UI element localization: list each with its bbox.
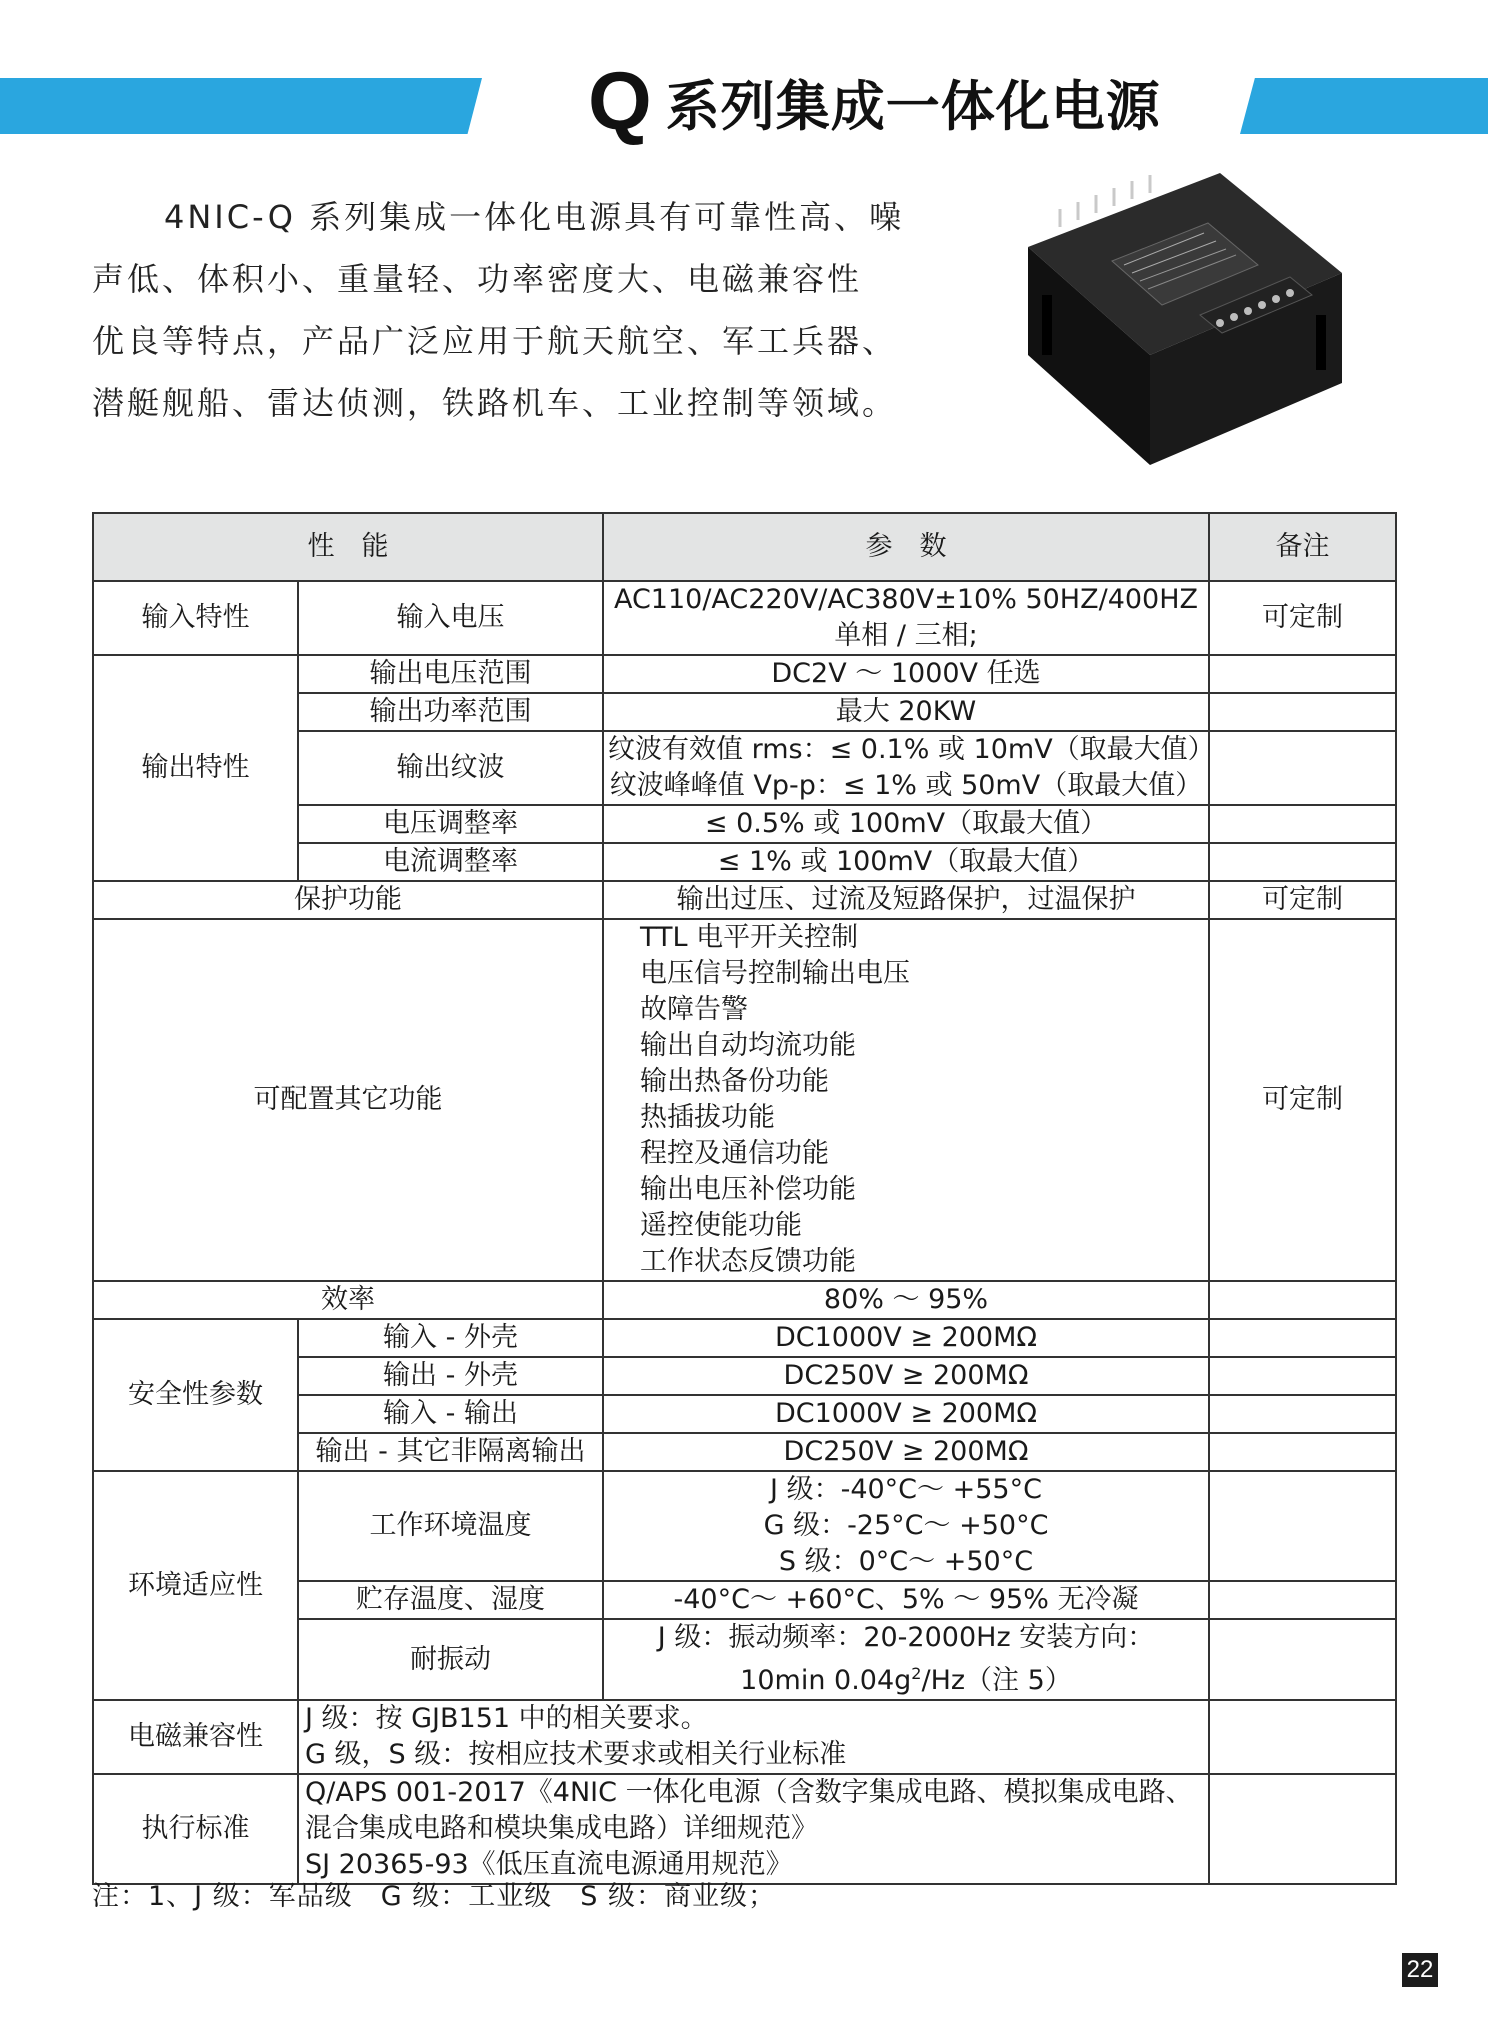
table-row — [93, 1319, 1396, 1357]
spec-table — [92, 512, 1397, 1885]
item-safety: 输入 - 输出 — [298, 1395, 603, 1433]
intro-line: 优良等特点，产品广泛应用于航天航空、军工兵器、 — [92, 322, 898, 360]
value-output-voltage-range: DC2V ～ 1000V 任选 — [603, 655, 1209, 693]
value-input-voltage: AC110/AC220V/AC380V±10% 50HZ/400HZ 单相 / 三相; — [603, 581, 1209, 655]
remark-empty — [1209, 843, 1396, 881]
title-text: 系列集成一体化电源 — [665, 74, 1161, 138]
value-voltage-regulation: ≤ 0.5% 或 100mV（取最大值） — [603, 805, 1209, 843]
header-performance: 性 能 — [93, 513, 603, 581]
item-safety: 输出 - 其它非隔离输出 — [298, 1433, 603, 1471]
remark-protection: 可定制 — [1209, 881, 1396, 919]
item-safety: 输入 - 外壳 — [298, 1319, 603, 1357]
value-safety: DC1000V ≥ 200MΩ — [603, 1319, 1209, 1357]
table-row — [93, 881, 1396, 919]
intro-line: 声低、体积小、重量轻、功率密度大、电磁兼容性 — [92, 260, 863, 298]
table-row — [93, 1471, 1396, 1581]
list-item: 输出自动均流功能 — [640, 1030, 856, 1061]
remark-empty — [1209, 731, 1396, 805]
value-protection: 输出过压、过流及短路保护，过温保护 — [603, 881, 1209, 919]
group-safety: 安全性参数 — [93, 1319, 298, 1471]
list-item: 工作状态反馈功能 — [640, 1246, 856, 1277]
value-safety: DC250V ≥ 200MΩ — [603, 1433, 1209, 1471]
product-module-image — [1020, 165, 1350, 475]
item-current-regulation: 电流调整率 — [298, 843, 603, 881]
remark-configurable: 可定制 — [1209, 919, 1396, 1281]
value-standard: Q/APS 001-2017《4NIC 一体化电源（含数字集成电路、模拟集成电路、 混合集成电路和模块集成电路）详细规范》 SJ 20365-93《低压直流电源通用规范》 — [298, 1774, 1209, 1884]
value-configurable-list — [603, 919, 1209, 1281]
intro-paragraph — [92, 186, 952, 434]
value-efficiency: 80% ～ 95% — [603, 1281, 1209, 1319]
table-row — [93, 919, 1396, 1281]
value-emc: J 级：按 GJB151 中的相关要求。 G 级，S 级：按相应技术要求或相关行业标准 — [298, 1700, 1209, 1774]
group-standard: 执行标准 — [93, 1774, 298, 1884]
item-output-voltage-range: 输出电压范围 — [298, 655, 603, 693]
group-environment: 环境适应性 — [93, 1471, 298, 1700]
table-header-row — [93, 513, 1396, 581]
value-safety: DC1000V ≥ 200MΩ — [603, 1395, 1209, 1433]
remark-empty — [1209, 1433, 1396, 1471]
header-remark: 备注 — [1209, 513, 1396, 581]
remark-empty — [1209, 1281, 1396, 1319]
remark-empty — [1209, 1774, 1396, 1884]
item-work-temp: 工作环境温度 — [298, 1471, 603, 1581]
list-item: 电压信号控制输出电压 — [640, 958, 910, 989]
remark-empty — [1209, 693, 1396, 731]
title-series-letter: Q — [588, 56, 652, 147]
remark-empty — [1209, 655, 1396, 693]
item-protection: 保护功能 — [93, 881, 603, 919]
remark-input: 可定制 — [1209, 581, 1396, 655]
item-configurable: 可配置其它功能 — [93, 919, 603, 1281]
item-input-voltage: 输入电压 — [298, 581, 603, 655]
list-item: 输出电压补偿功能 — [640, 1174, 856, 1205]
list-item: 故障告警 — [640, 994, 748, 1025]
value-output-power-range: 最大 20KW — [603, 693, 1209, 731]
header-accent-bar-left — [0, 78, 482, 134]
remark-empty — [1209, 1319, 1396, 1357]
value-current-regulation: ≤ 1% 或 100mV（取最大值） — [603, 843, 1209, 881]
list-item: 遥控使能功能 — [640, 1210, 802, 1241]
footnote: 注：1、J 级：军品级 G 级：工业级 S 级：商业级； — [92, 1881, 776, 1912]
page-title — [588, 56, 1161, 147]
value-safety: DC250V ≥ 200MΩ — [603, 1357, 1209, 1395]
intro-line: 潜艇舰船、雷达侦测，铁路机车、工业控制等领域。 — [92, 384, 898, 422]
value-work-temp: J 级：-40°C～ +55°C G 级：-25°C～ +50°C S 级：0°C～ +50°C — [603, 1471, 1209, 1581]
table-row — [93, 1774, 1396, 1884]
header-params: 参 数 — [603, 513, 1209, 581]
group-emc: 电磁兼容性 — [93, 1700, 298, 1774]
remark-empty — [1209, 1357, 1396, 1395]
table-row — [93, 655, 1396, 693]
table-row — [93, 1281, 1396, 1319]
value-output-ripple: 纹波有效值 rms：≤ 0.1% 或 10mV（取最大值） 纹波峰峰值 Vp-p：≤ 1% 或 50mV（取最大值） — [603, 731, 1209, 805]
remark-empty — [1209, 1471, 1396, 1581]
value-vibration: J 级：振动频率：20-2000Hz 安装方向： 10min $0.04g^2/Hz$（注 5） — [603, 1619, 1209, 1700]
item-storage: 贮存温度、湿度 — [298, 1581, 603, 1619]
list-item: 输出热备份功能 — [640, 1066, 829, 1097]
header-accent-bar-right — [1240, 78, 1488, 134]
item-output-ripple: 输出纹波 — [298, 731, 603, 805]
remark-empty — [1209, 1700, 1396, 1774]
item-safety: 输出 - 外壳 — [298, 1357, 603, 1395]
list-item: 程控及通信功能 — [640, 1138, 829, 1169]
group-output: 输出特性 — [93, 655, 298, 881]
item-vibration: 耐振动 — [298, 1619, 603, 1700]
intro-line: 4NIC-Q 系列集成一体化电源具有可靠性高、噪 — [164, 198, 905, 236]
table-row — [93, 581, 1396, 655]
item-output-power-range: 输出功率范围 — [298, 693, 603, 731]
remark-empty — [1209, 1581, 1396, 1619]
list-item: 热插拔功能 — [640, 1102, 775, 1133]
remark-empty — [1209, 1395, 1396, 1433]
remark-empty — [1209, 1619, 1396, 1700]
page-number: 22 — [1402, 1953, 1438, 1987]
list-item: TTL 电平开关控制 — [640, 922, 859, 953]
item-voltage-regulation: 电压调整率 — [298, 805, 603, 843]
item-efficiency: 效率 — [93, 1281, 603, 1319]
table-row — [93, 1700, 1396, 1774]
group-input: 输入特性 — [93, 581, 298, 655]
value-storage: -40°C～ +60°C、5% ～ 95% 无冷凝 — [603, 1581, 1209, 1619]
remark-empty — [1209, 805, 1396, 843]
